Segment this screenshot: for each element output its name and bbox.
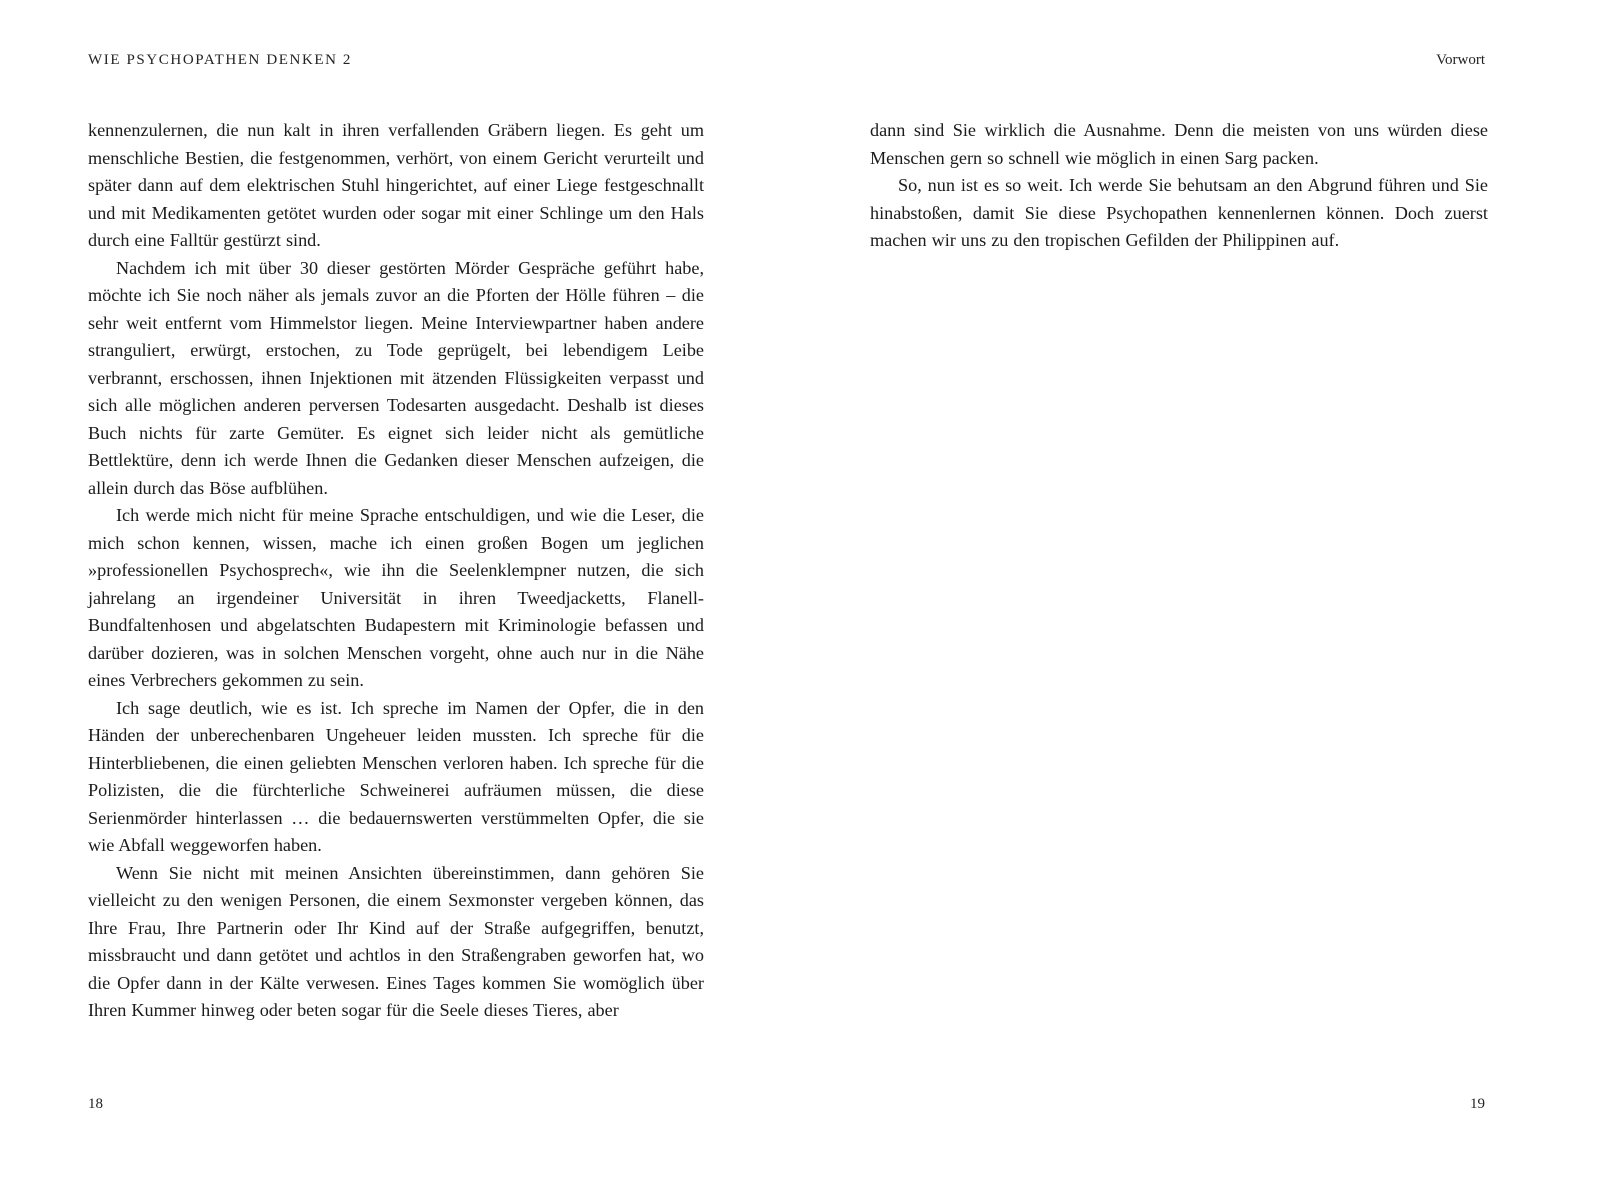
page-number-right: 19 (1470, 1096, 1485, 1112)
paragraph: kennenzulernen, die nun kalt in ihren verfallenden Gräbern liegen. Es geht um menschliche Bestien, die festgenommen, verhört, von einem Gericht verurteilt und später dann auf dem elektrischen Stuhl hingerichtet, auf einer Liege festgeschnallt und mit Medikamenten getötet wurden oder sogar mit einer Schlinge um den Hals durch eine Falltür gestürzt sind. (88, 120, 704, 250)
left-page-text (88, 117, 704, 1025)
paragraph: Ich sage deutlich, wie es ist. Ich spreche im Namen der Opfer, die in den Händen der unberechenbaren Ungeheuer leiden mussten. Ich spreche für die Hinterbliebenen, die einen geliebten Menschen verloren haben. Ich spreche für die Polizisten, die die fürchterliche Schweinerei aufräumen müssen, die diese Serienmörder hinterlassen … die bedauernswerten verstümmelten Opfer, die sie wie Abfall weggeworfen haben. (88, 697, 704, 855)
paragraph: Wenn Sie nicht mit meinen Ansichten übereinstimmen, dann gehören Sie vielleicht zu den wenigen Personen, die einem Sexmonster vergeben können, das Ihre Frau, Ihre Partnerin oder Ihr Kind auf der Straße aufgegriffen, benutzt, missbraucht und dann getötet und achtlos in den Straßengraben geworfen hat, wo die Opfer dann in der Kälte verwesen. Eines Tages kommen Sie womöglich über Ihren Kummer hinweg oder beten sogar für die Seele dieses Tieres, aber (88, 862, 704, 1020)
page-number-left: 18 (88, 1096, 103, 1112)
paragraph: Ich werde mich nicht für meine Sprache entschuldigen, und wie die Leser, die mich schon kennen, wissen, mache ich einen großen Bogen um jeglichen »professionellen Psychosprech«, wie ihn die Seelenklempner nutzen, die sich jahrelang an irgendeiner Universität in ihren Tweedjacketts, Flanell-Bundfaltenhosen und abgelatschten Budapestern mit Kriminologie befassen und darüber dozieren, was in solchen Menschen vorgeht, ohne auch nur in die Nähe eines Verbrechers gekommen zu sein. (88, 505, 704, 690)
paragraph: dann sind Sie wirklich die Ausnahme. Denn die meisten von uns würden diese Menschen gern so schnell wie möglich in einen Sarg packen. (870, 120, 1488, 168)
running-head-right: Vorwort (1436, 52, 1485, 68)
paragraph: So, nun ist es so weit. Ich werde Sie behutsam an den Abgrund führen und Sie hinabstoßen, damit Sie diese Psychopathen kennenlernen können. Doch zuerst machen wir uns zu den tropischen Gefilden der Philippinen auf. (870, 175, 1488, 250)
paragraph: Nachdem ich mit über 30 dieser gestörten Mörder Gespräche geführt habe, möchte ich Sie noch näher als jemals zuvor an die Pforten der Hölle führen – die sehr weit entfernt vom Himmelstor liegen. Meine Interviewpartner haben andere stranguliert, erwürgt, erstochen, zu Tode geprügelt, bei lebendigem Leibe verbrannt, erschossen, ihnen Injektionen mit ätzenden Flüssigkeiten verpasst und sich alle möglichen anderen perversen Todesarten ausgedacht. Deshalb ist dieses Buch nichts für zarte Gemüter. Es eignet sich leider nicht als gemütliche Bettlektüre, denn ich werde Ihnen die Gedanken dieser Menschen aufzeigen, die allein durch das Böse aufblühen. (88, 257, 704, 498)
running-head-left: WIE PSYCHOPATHEN DENKEN 2 (88, 52, 353, 68)
right-page-text (870, 117, 1488, 255)
